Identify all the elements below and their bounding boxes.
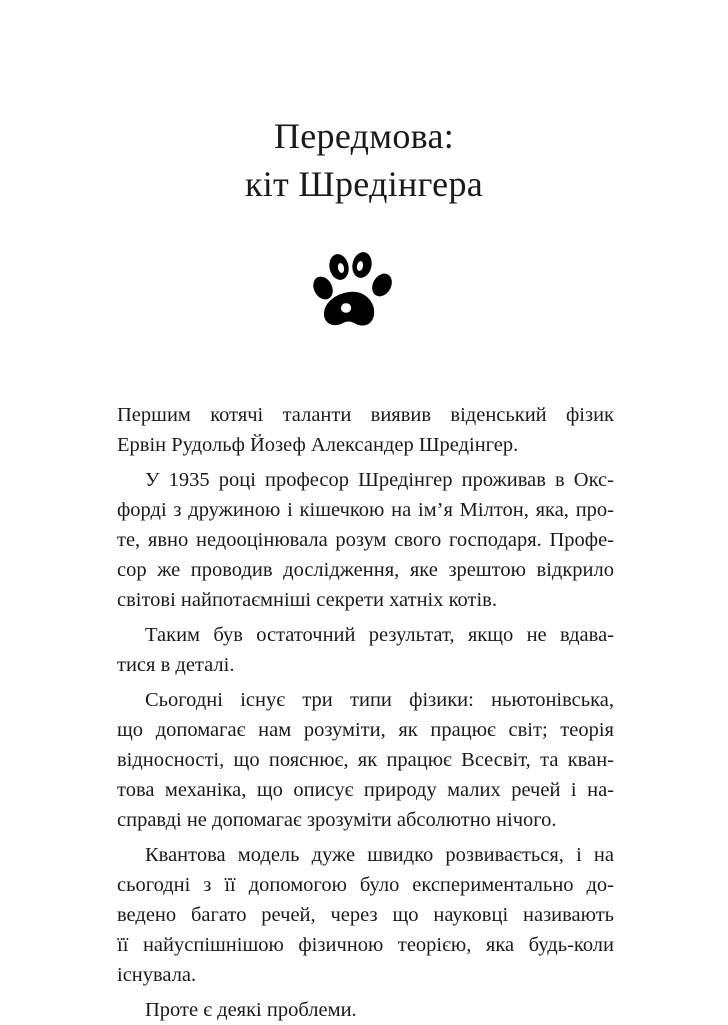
text-line: що допомагає нам розуміти, як працює світ; теорія: [117, 719, 614, 741]
text-line: Таким був остаточний результат, якщо не вдава-: [145, 624, 614, 646]
paw-print-icon: [310, 252, 396, 330]
text-line: това механіка, що описує природу малих речей і на-: [117, 779, 614, 801]
paragraph-3: [117, 620, 614, 680]
text-line: Сьогодні існує три типи фізики: ньютонівська,: [145, 689, 614, 711]
text-line: форді з дружиною і кішечкою на ім’я Мілтон, яка, про-: [117, 499, 614, 521]
text-line: Проте є деякі проблеми.: [145, 999, 357, 1021]
chapter-title-line-1: Передмова:: [273, 116, 455, 156]
text-line: сьогодні з її допомогою було експериментально до-: [117, 874, 614, 896]
paragraph-4: [117, 685, 614, 835]
text-line: Квантова модель дуже швидко розвивається, і на: [145, 844, 614, 866]
text-line: Ервін Рудольф Йозеф Александер Шредінгер.: [117, 434, 519, 456]
text-line: Першим котячі таланти виявив віденський фізик: [117, 404, 614, 426]
text-line: ведено багато речей, через що науковці називають: [117, 904, 614, 926]
text-line: справді не допомагає зрозуміти абсолютно нічого.: [117, 809, 557, 831]
text-line: відносності, що пояснює, як працює Всесвіт, та кван-: [117, 749, 614, 771]
text-line: тися в деталі.: [117, 654, 235, 676]
text-line: світові найпотаємніші секрети хатніх котів.: [117, 589, 497, 611]
text-line: її найуспішнішою фізичною теорією, яка будь-коли: [117, 934, 614, 956]
paragraph-5: [117, 840, 614, 990]
text-line: У 1935 році професор Шредінгер проживав в Окс-: [145, 469, 614, 491]
text-line: те, явно недооцінювала розум свого господаря. Профе-: [117, 529, 614, 551]
body-text: [117, 400, 614, 1025]
paragraph-1: [117, 400, 614, 460]
text-line: існувала.: [117, 964, 197, 986]
paragraph-2: [117, 465, 614, 615]
chapter-title: [0, 112, 728, 208]
chapter-title-line-2: кіт Шредінгера: [244, 164, 484, 204]
text-line: сор же проводив дослідження, яке зрештою відкрило: [117, 559, 614, 581]
